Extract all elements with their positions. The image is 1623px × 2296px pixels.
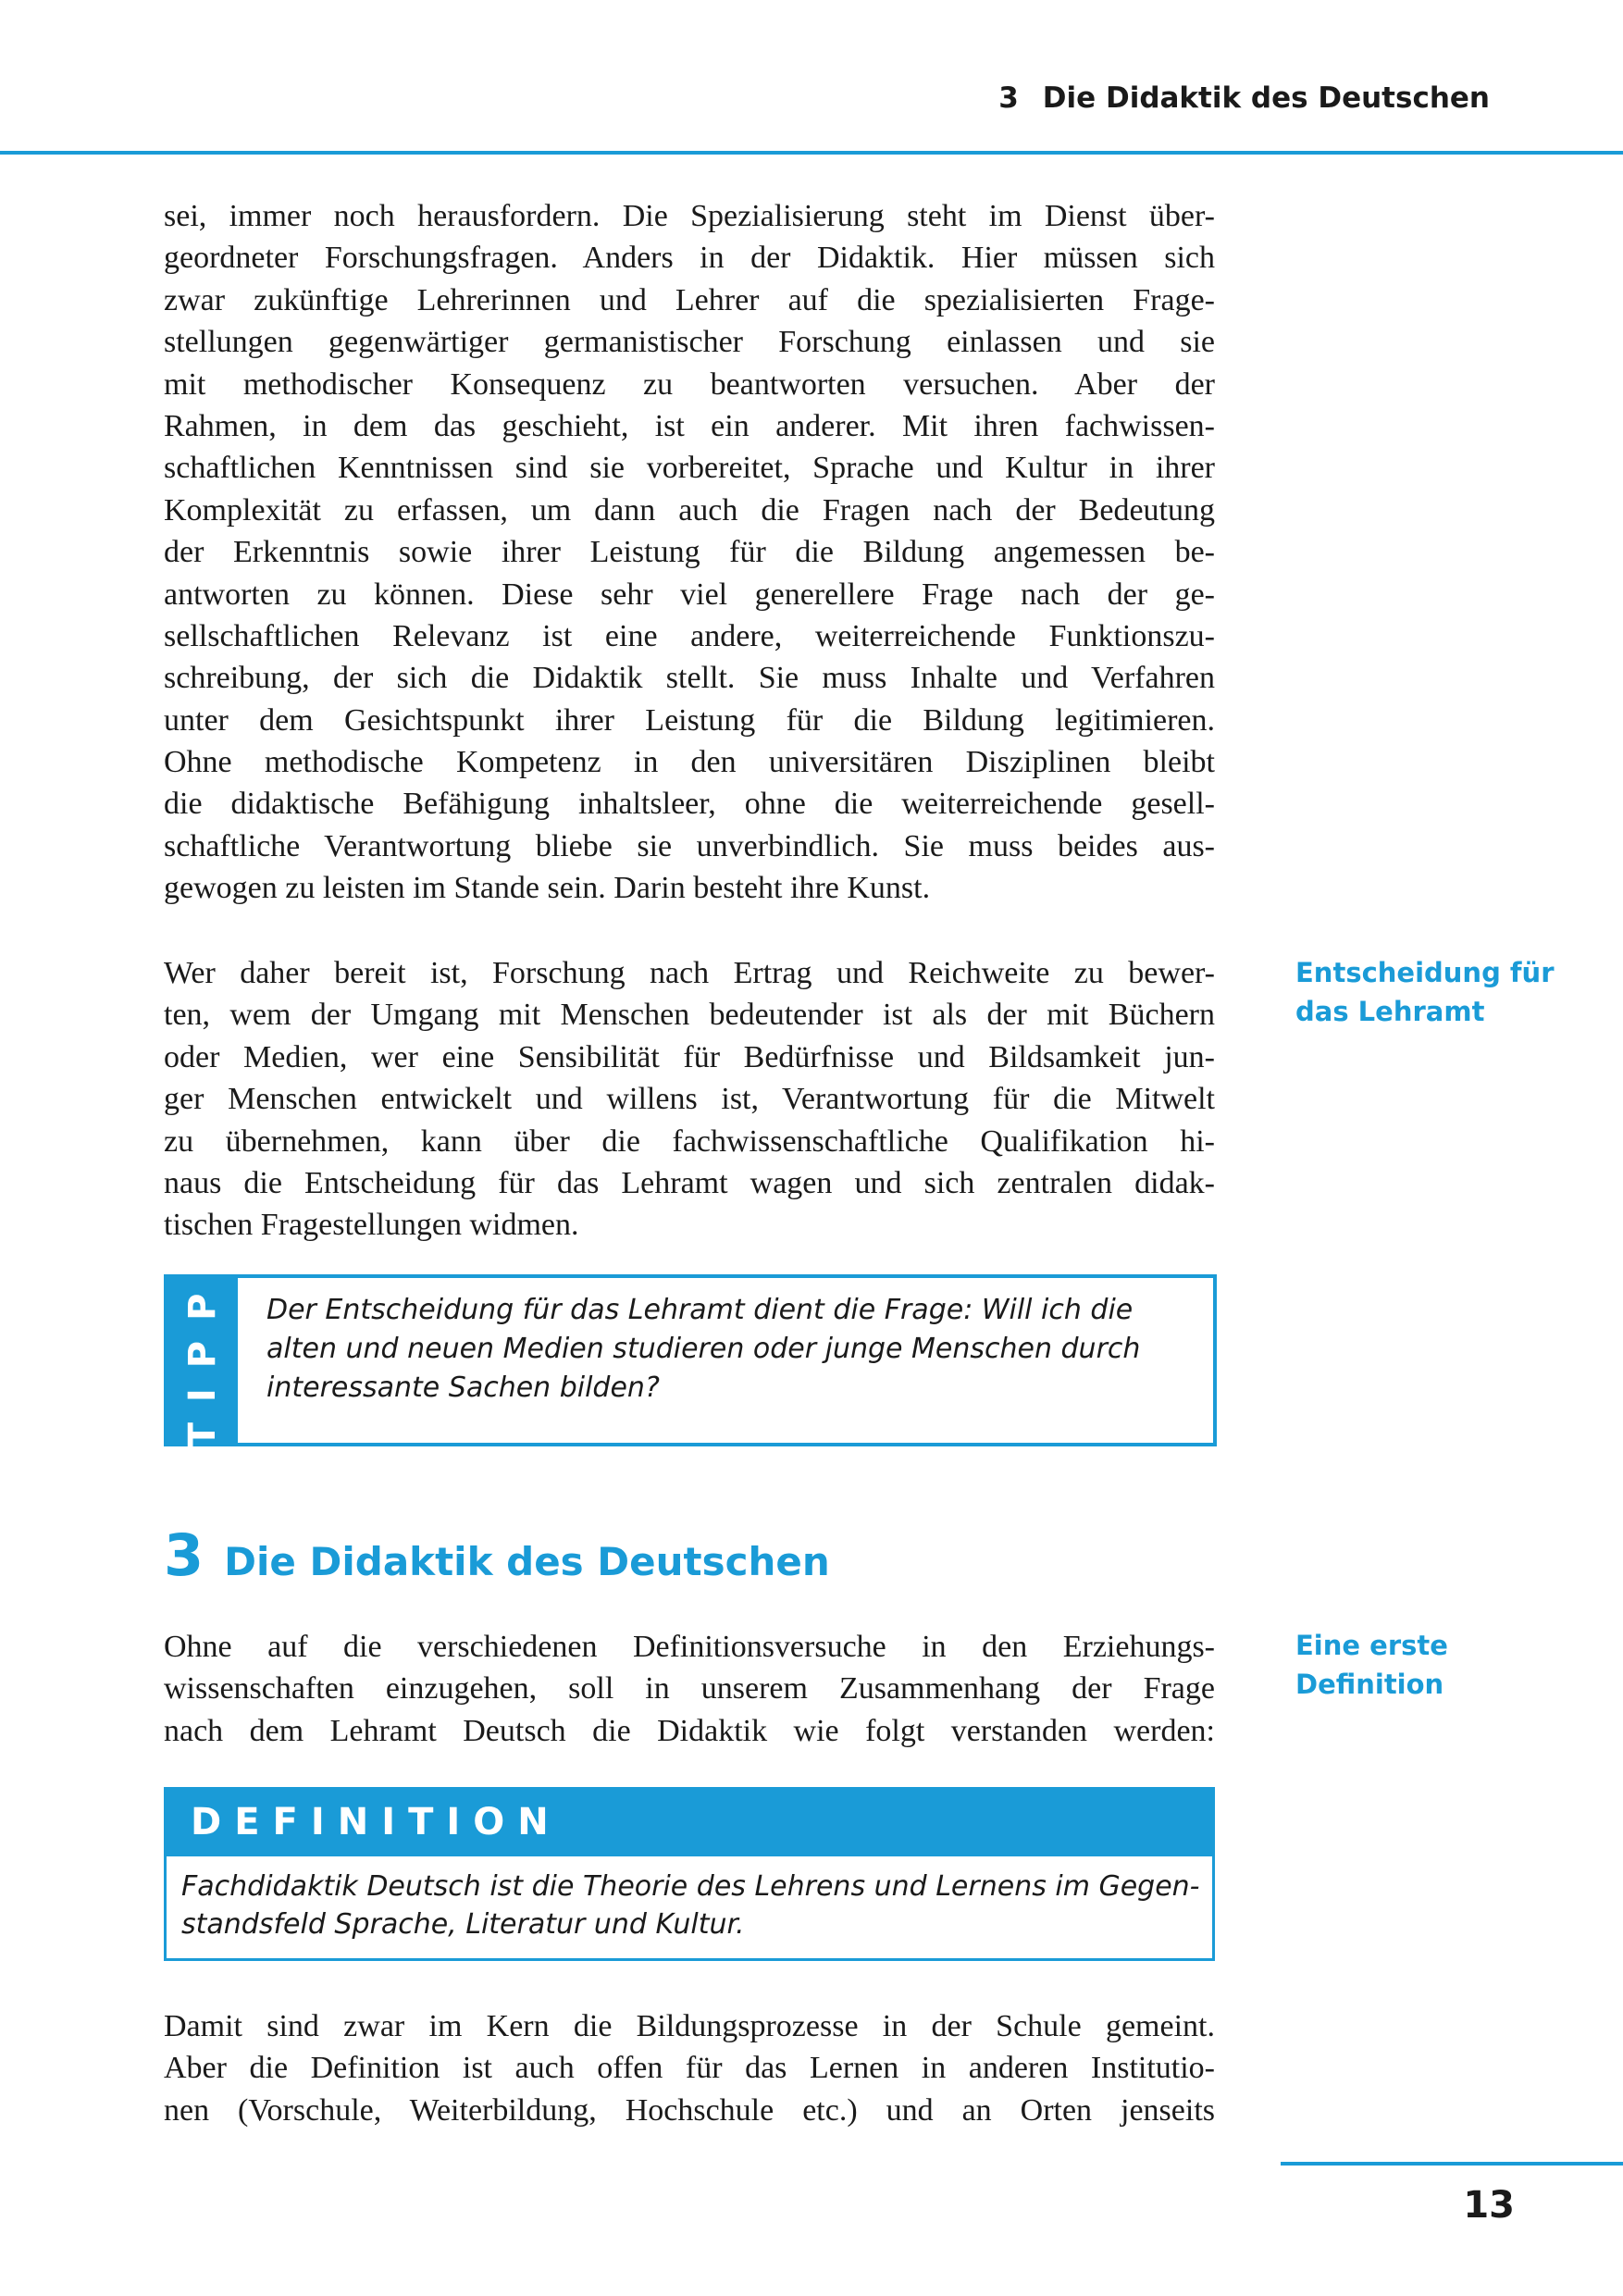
text-line: tischen Fragestellungen widmen. [164,1208,579,1243]
tip-box [164,1274,1217,1446]
section-heading [164,1521,830,1589]
section-number: 3 [164,1521,204,1589]
running-header [998,81,1490,115]
text-line: schaftlichen Kenntnissen sind sie vorbereitet, Sprache und Kultur in ihrer [164,451,1215,486]
text-line: Komplexität zu erfassen, um dann auch die Fragen nach der Bedeutung [164,492,1215,527]
definition-line: Fachdidaktik Deutsch ist die Theorie des Lehrens und Lernens im Gegen- [181,1870,1200,1903]
text-line: Aber die Definition ist auch offen für das Lernen in anderen Institutio- [164,2051,1215,2086]
text-line: zu übernehmen, kann über die fachwissenschaftliche Qualifikation hi- [164,1123,1215,1159]
text-line: unter dem Gesichtspunkt ihrer Leistung für die Bildung legitimieren. [164,702,1215,738]
text-line: Wer daher bereit ist, Forschung nach Ertrag und Reichweite zu bewer- [164,956,1215,990]
definition-box [164,1787,1215,1961]
text-line: sei, immer noch herausfordern. Die Spezialisierung steht im Dienst über- [164,199,1215,233]
running-header-chapter-number: 3 [998,81,1019,115]
margin-note-line: Eine erste [1295,1630,1448,1661]
text-line: oder Medien, wer eine Sensibilität für Bedürfnisse und Bildsamkeit jun- [164,1039,1215,1074]
text-line: antworten zu können. Diese sehr viel generellere Frage nach der ge- [164,577,1215,612]
definition-text [181,1868,1200,1943]
definition-line: standsfeld Sprache, Literatur und Kultur. [181,1908,745,1941]
text-line: Ohne methodische Kompetenz in den universitären Disziplinen bleibt [164,745,1215,780]
text-line: wissenschaften einzugehen, soll in unserem Zusammenhang der Frage [164,1671,1215,1706]
paragraph-4 [164,2005,1215,2131]
running-header-title: Die Didaktik des Deutschen [1042,81,1490,115]
margin-note-line: das Lehramt [1295,996,1485,1027]
text-line: zwar zukünftige Lehrerinnen und Lehrer auf die spezialisierten Frage- [164,282,1215,317]
page-number: 13 [1463,2184,1515,2227]
paragraph-2 [164,952,1215,1247]
paragraph-1 [164,195,1215,910]
text-line: schaftliche Verantwortung bliebe sie unverbindlich. Sie muss beides aus- [164,828,1215,863]
text-line: ten, wem der Umgang mit Menschen bedeutender ist als der mit Büchern [164,998,1215,1033]
text-line: nen (Vorschule, Weiterbildung, Hochschule etc.) und an Orten jenseits [164,2092,1215,2128]
tip-label-bar [167,1272,238,1448]
section-title: Die Didaktik des Deutschen [224,1539,830,1584]
text-line: gewogen zu leisten im Stande sein. Darin besteht ihre Kunst. [164,871,931,906]
footer-rule [1281,2162,1623,2166]
margin-note-line: Definition [1295,1669,1444,1700]
margin-note-definition [1295,1626,1448,1704]
header-rule [0,151,1623,155]
text-line: mit methodischer Konsequenz zu beantworten versuchen. Aber der [164,366,1215,402]
text-line: die didaktische Befähigung inhaltsleer, ohne die weiterreichende gesell- [164,787,1215,822]
text-line: Damit sind zwar im Kern die Bildungsprozesse in der Schule gemeint. [164,2009,1215,2043]
text-line: nach dem Lehramt Deutsch die Didaktik wie folgt verstanden werden: [164,1713,1215,1748]
text-line: ger Menschen entwickelt und willens ist, Verantwortung für die Mitwelt [164,1082,1215,1117]
definition-header [167,1790,1212,1856]
text-line: sellschaftlichen Relevanz ist eine andere, weiterreichende Funktionszu- [164,618,1215,653]
text-line: geordneter Forschungsfragen. Anders in der Didaktik. Hier müssen sich [164,241,1215,276]
text-line: naus die Entscheidung für das Lehramt wagen und sich zentralen didak- [164,1165,1215,1200]
paragraph-3 [164,1626,1215,1752]
tip-label: TIPP [181,1272,224,1448]
text-line: stellungen gegenwärtiger germanistischer Forschung einlassen und sie [164,325,1215,360]
margin-note-decision [1295,953,1555,1031]
text-line: Rahmen, in dem das geschieht, ist ein anderer. Mit ihren fachwissen- [164,408,1215,443]
text-line: schreibung, der sich die Didaktik stellt. Sie muss Inhalte und Verfahren [164,661,1215,696]
tip-text: Der Entscheidung für das Lehramt dient die Frage: Will ich die alten und neuen Medien studieren oder junge Menschen durch interessante Sachen bilden? [266,1294,1141,1404]
text-line: Ohne auf die verschiedenen Definitionsversuche in den Erziehungs- [164,1630,1215,1664]
definition-label: DEFINITION [191,1801,562,1843]
text-line: der Erkenntnis sowie ihrer Leistung für die Bildung angemessen be- [164,535,1215,570]
margin-note-line: Entscheidung für [1295,957,1555,988]
